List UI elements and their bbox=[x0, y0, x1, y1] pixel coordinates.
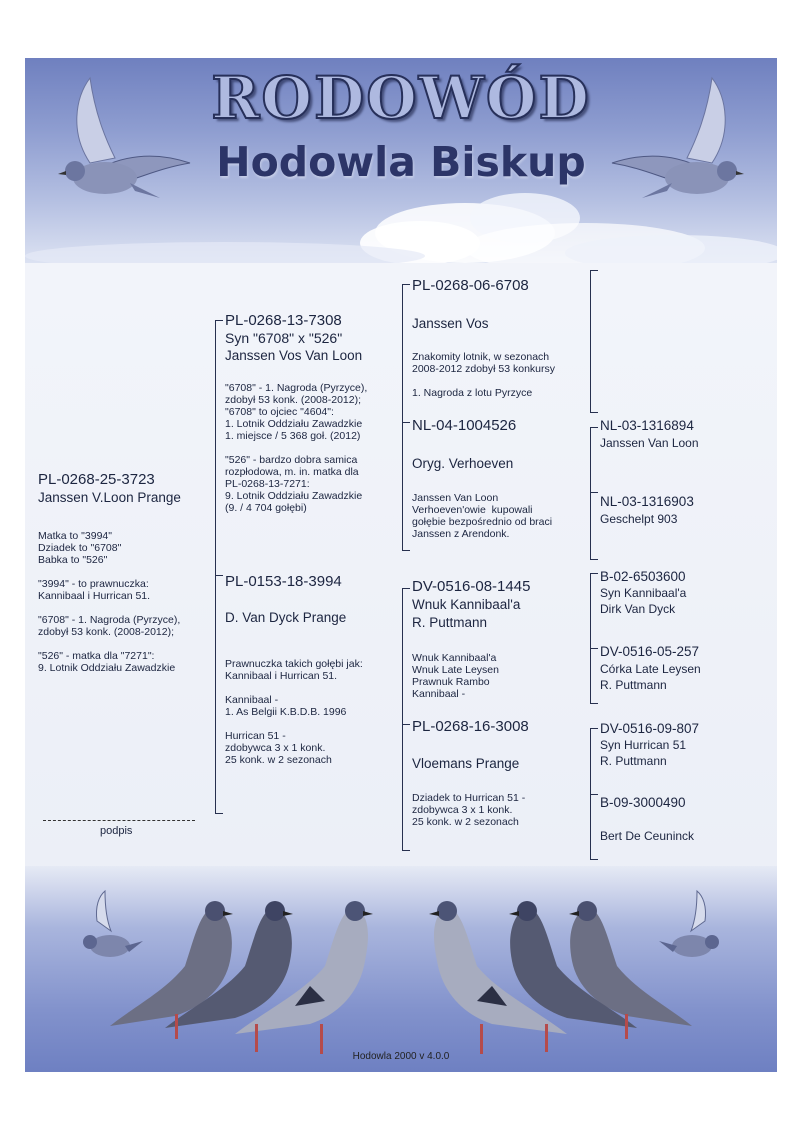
subject-ring-number: PL-0268-25-3723 bbox=[38, 471, 155, 488]
fmm-name: Geschelpt 903 bbox=[600, 512, 678, 526]
header-banner bbox=[25, 58, 777, 263]
fmf-name: Janssen Van Loon bbox=[600, 436, 699, 450]
ff-ring-number: PL-0268-06-6708 bbox=[412, 277, 529, 294]
mff-ring-number: B-02-6503600 bbox=[600, 569, 686, 584]
bracket-line-gen4-2 bbox=[590, 427, 591, 560]
bracket-tick bbox=[590, 728, 598, 729]
pigeons-illustration bbox=[25, 866, 777, 1072]
father-name1: Syn "6708" x "526" bbox=[225, 330, 343, 346]
footer-banner bbox=[25, 866, 777, 1072]
mmf-name1: Syn Hurrican 51 bbox=[600, 738, 687, 752]
mfm-ring-number: DV-0516-05-257 bbox=[600, 644, 700, 659]
signature-label: podpis bbox=[100, 825, 133, 837]
mm-name: Vloemans Prange bbox=[412, 756, 520, 771]
bracket-tick bbox=[402, 850, 410, 851]
bracket-tick bbox=[590, 703, 598, 704]
mm-notes: Dziadek to Hurrican 51 - zdobywca 3 x 1 konk. 25 konk. w 2 sezonach bbox=[412, 792, 526, 828]
mfm-name1: Córka Late Leysen bbox=[600, 662, 701, 676]
bracket-tick bbox=[590, 648, 598, 649]
mmf-ring-number: DV-0516-09-807 bbox=[600, 721, 700, 736]
fmm-ring-number: NL-03-1316903 bbox=[600, 494, 694, 509]
pedigree-sheet bbox=[25, 58, 777, 1072]
bracket-tick bbox=[215, 813, 223, 814]
standing-pigeons-right-icon bbox=[429, 901, 692, 1054]
ff-name: Janssen Vos bbox=[412, 316, 489, 331]
mf-ring-number: DV-0516-08-1445 bbox=[412, 578, 531, 595]
fm-notes: Janssen Van Loon Verhoeven'owie kupowali gołębie bezpośrednio od braci Janssen z Arendonk. bbox=[412, 492, 553, 540]
mff-name1: Syn Kannibaal'a bbox=[600, 586, 687, 600]
mfm-name2: R. Puttmann bbox=[600, 678, 667, 692]
bracket-tick bbox=[402, 284, 410, 285]
fmf-ring-number: NL-03-1316894 bbox=[600, 418, 694, 433]
page-subtitle: Hodowla Biskup bbox=[216, 138, 586, 186]
bracket-tick bbox=[402, 550, 410, 551]
bracket-tick bbox=[590, 859, 598, 860]
bracket-tick bbox=[590, 270, 598, 271]
bracket-tick bbox=[590, 573, 598, 574]
mmm-ring-number: B-09-3000490 bbox=[600, 795, 686, 810]
bracket-line-gen3-bottom bbox=[402, 588, 403, 850]
mmm-name: Bert De Ceuninck bbox=[600, 829, 695, 843]
father-notes: "6708" - 1. Nagroda (Pyrzyce), zdobył 53 konk. (2008-2012); "6708" to ojciec "4604": 1. Lotnik Oddziału Zawadzkie 1. miejsce / 5 368 goł. (2012) "526" - bardzo dobra samica rozpłodowa, m. in. matka dla PL-0268-13-7271: 9. Lotnik Oddziału Zawadzkie (9. / 4 704 gołębi) bbox=[225, 382, 368, 514]
small-pigeon-right-icon bbox=[659, 891, 719, 957]
mm-ring-number: PL-0268-16-3008 bbox=[412, 718, 529, 735]
bracket-tick bbox=[402, 724, 410, 725]
bracket-line-gen4-1 bbox=[590, 270, 591, 413]
mf-name2: R. Puttmann bbox=[412, 615, 488, 630]
father-name2: Janssen Vos Van Loon bbox=[225, 348, 363, 363]
bracket-tick bbox=[402, 422, 410, 423]
subject-name: Janssen V.Loon Prange bbox=[38, 490, 181, 505]
subject-notes: Matka to "3994" Dziadek to "6708" Babka to "526" "3994" - to prawnuczka: Kannibaal i Hurrican 51. "6708" - 1. Nagroda (Pyrzyce), zdobył 53 konk. (2008-2012); "526" - matka dla "7271": 9. Lotnik Oddziału Zawadzkie bbox=[38, 530, 181, 674]
bracket-tick bbox=[215, 320, 223, 321]
fm-name: Oryg. Verhoeven bbox=[412, 456, 514, 471]
bracket-tick bbox=[590, 794, 598, 795]
father-ring-number: PL-0268-13-7308 bbox=[225, 312, 342, 329]
mother-ring-number: PL-0153-18-3994 bbox=[225, 573, 342, 590]
mff-name2: Dirk Van Dyck bbox=[600, 602, 676, 616]
bracket-tick bbox=[590, 427, 598, 428]
signature-line bbox=[43, 820, 195, 821]
ff-notes: Znakomity lotnik, w sezonach 2008-2012 zdobył 53 konkursy 1. Nagroda z lotu Pyrzyce bbox=[412, 351, 556, 399]
bracket-tick bbox=[402, 588, 410, 589]
software-version: Hodowla 2000 v 4.0.0 bbox=[352, 1051, 450, 1062]
bracket-tick bbox=[590, 492, 598, 493]
bracket-line-gen4-3 bbox=[590, 573, 591, 704]
mother-name: D. Van Dyck Prange bbox=[225, 610, 347, 625]
standing-pigeons-left-icon bbox=[110, 901, 373, 1054]
bracket-tick bbox=[590, 559, 598, 560]
mother-notes: Prawnuczka takich gołębi jak: Kannibaal i Hurrican 51. Kannibaal - 1. As Belgii K.B.D.B. 1996 Hurrican 51 - zdobywca 3 x 1 konk. 25 konk. w 2 sezonach bbox=[225, 658, 363, 766]
mf-name1: Wnuk Kannibaal'a bbox=[412, 597, 521, 612]
bracket-line-gen3-top bbox=[402, 284, 403, 551]
mf-notes: Wnuk Kannibaal'a Wnuk Late Leysen Prawnuk Rambo Kannibaal - bbox=[412, 652, 499, 700]
bracket-tick bbox=[590, 412, 598, 413]
small-pigeon-left-icon bbox=[83, 891, 143, 957]
mmf-name2: R. Puttmann bbox=[600, 754, 667, 768]
bracket-line-gen2 bbox=[215, 320, 216, 814]
page-title: RODOWÓD bbox=[211, 64, 591, 132]
bracket-tick bbox=[215, 575, 223, 576]
fm-ring-number: NL-04-1004526 bbox=[412, 417, 517, 434]
